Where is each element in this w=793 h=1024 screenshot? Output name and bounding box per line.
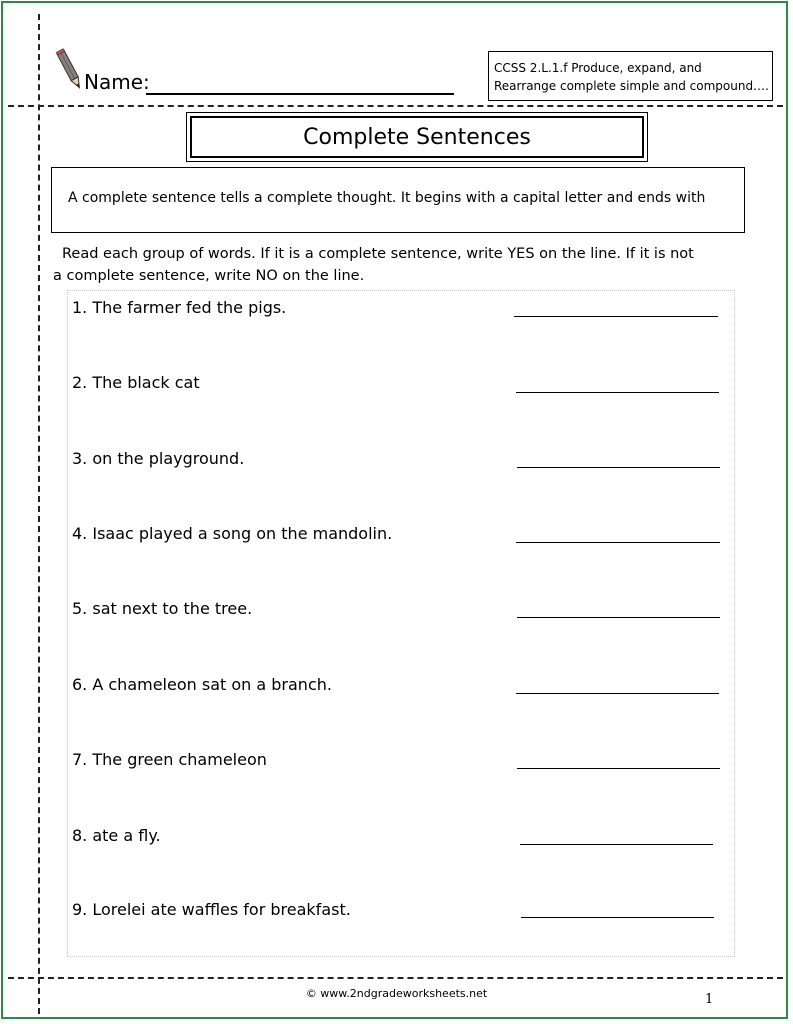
- instructions-line-1: Read each group of words. If it is a complete sentence, write YES on the line. If it is not: [62, 246, 694, 262]
- answer-line-2[interactable]: [516, 392, 719, 393]
- question-7: 7. The green chameleon: [72, 750, 267, 769]
- answer-line-1[interactable]: [514, 316, 718, 317]
- question-8: 8. ate a fly.: [72, 826, 161, 845]
- question-5: 5. sat next to the tree.: [72, 599, 253, 618]
- answer-line-8[interactable]: [520, 844, 713, 845]
- answer-line-5[interactable]: [517, 617, 720, 618]
- standard-code: CCSS 2.L.1.f Produce, expand, and: [494, 61, 702, 75]
- pencil-icon: [56, 48, 84, 92]
- header-cut-line: [8, 105, 783, 107]
- definition-text: A complete sentence tells a complete thought. It begins with a capital letter and ends with: [68, 190, 706, 206]
- answer-line-9[interactable]: [521, 917, 714, 918]
- standard-box: [488, 51, 773, 101]
- answer-line-6[interactable]: [516, 693, 719, 694]
- question-1: 1. The farmer fed the pigs.: [72, 298, 287, 317]
- question-6: 6. A chameleon sat on a branch.: [72, 675, 332, 694]
- question-2: 2. The black cat: [72, 373, 200, 392]
- footer-cut-line: [8, 977, 783, 979]
- instructions: [53, 243, 733, 287]
- question-9: 9. Lorelei ate waffles for breakfast.: [72, 900, 351, 919]
- question-3: 3. on the playground.: [72, 449, 245, 468]
- definition-box: [51, 167, 745, 233]
- instructions-line-2: a complete sentence, write NO on the line.: [53, 268, 365, 284]
- question-4: 4. Isaac played a song on the mandolin.: [72, 524, 393, 543]
- answer-line-4[interactable]: [516, 542, 720, 543]
- standard-description: Rearrange complete simple and compound….: [494, 79, 769, 93]
- copyright-footer: © www.2ndgradeworksheets.net: [305, 987, 488, 1000]
- name-field-line[interactable]: [146, 93, 454, 95]
- name-label: Name:: [84, 70, 150, 94]
- title-box: [186, 112, 648, 162]
- answer-line-3[interactable]: [517, 467, 720, 468]
- answer-line-7[interactable]: [517, 768, 720, 769]
- page-number: 1: [705, 992, 714, 1007]
- margin-cut-line: [38, 14, 40, 1014]
- page-title: Complete Sentences: [190, 116, 644, 158]
